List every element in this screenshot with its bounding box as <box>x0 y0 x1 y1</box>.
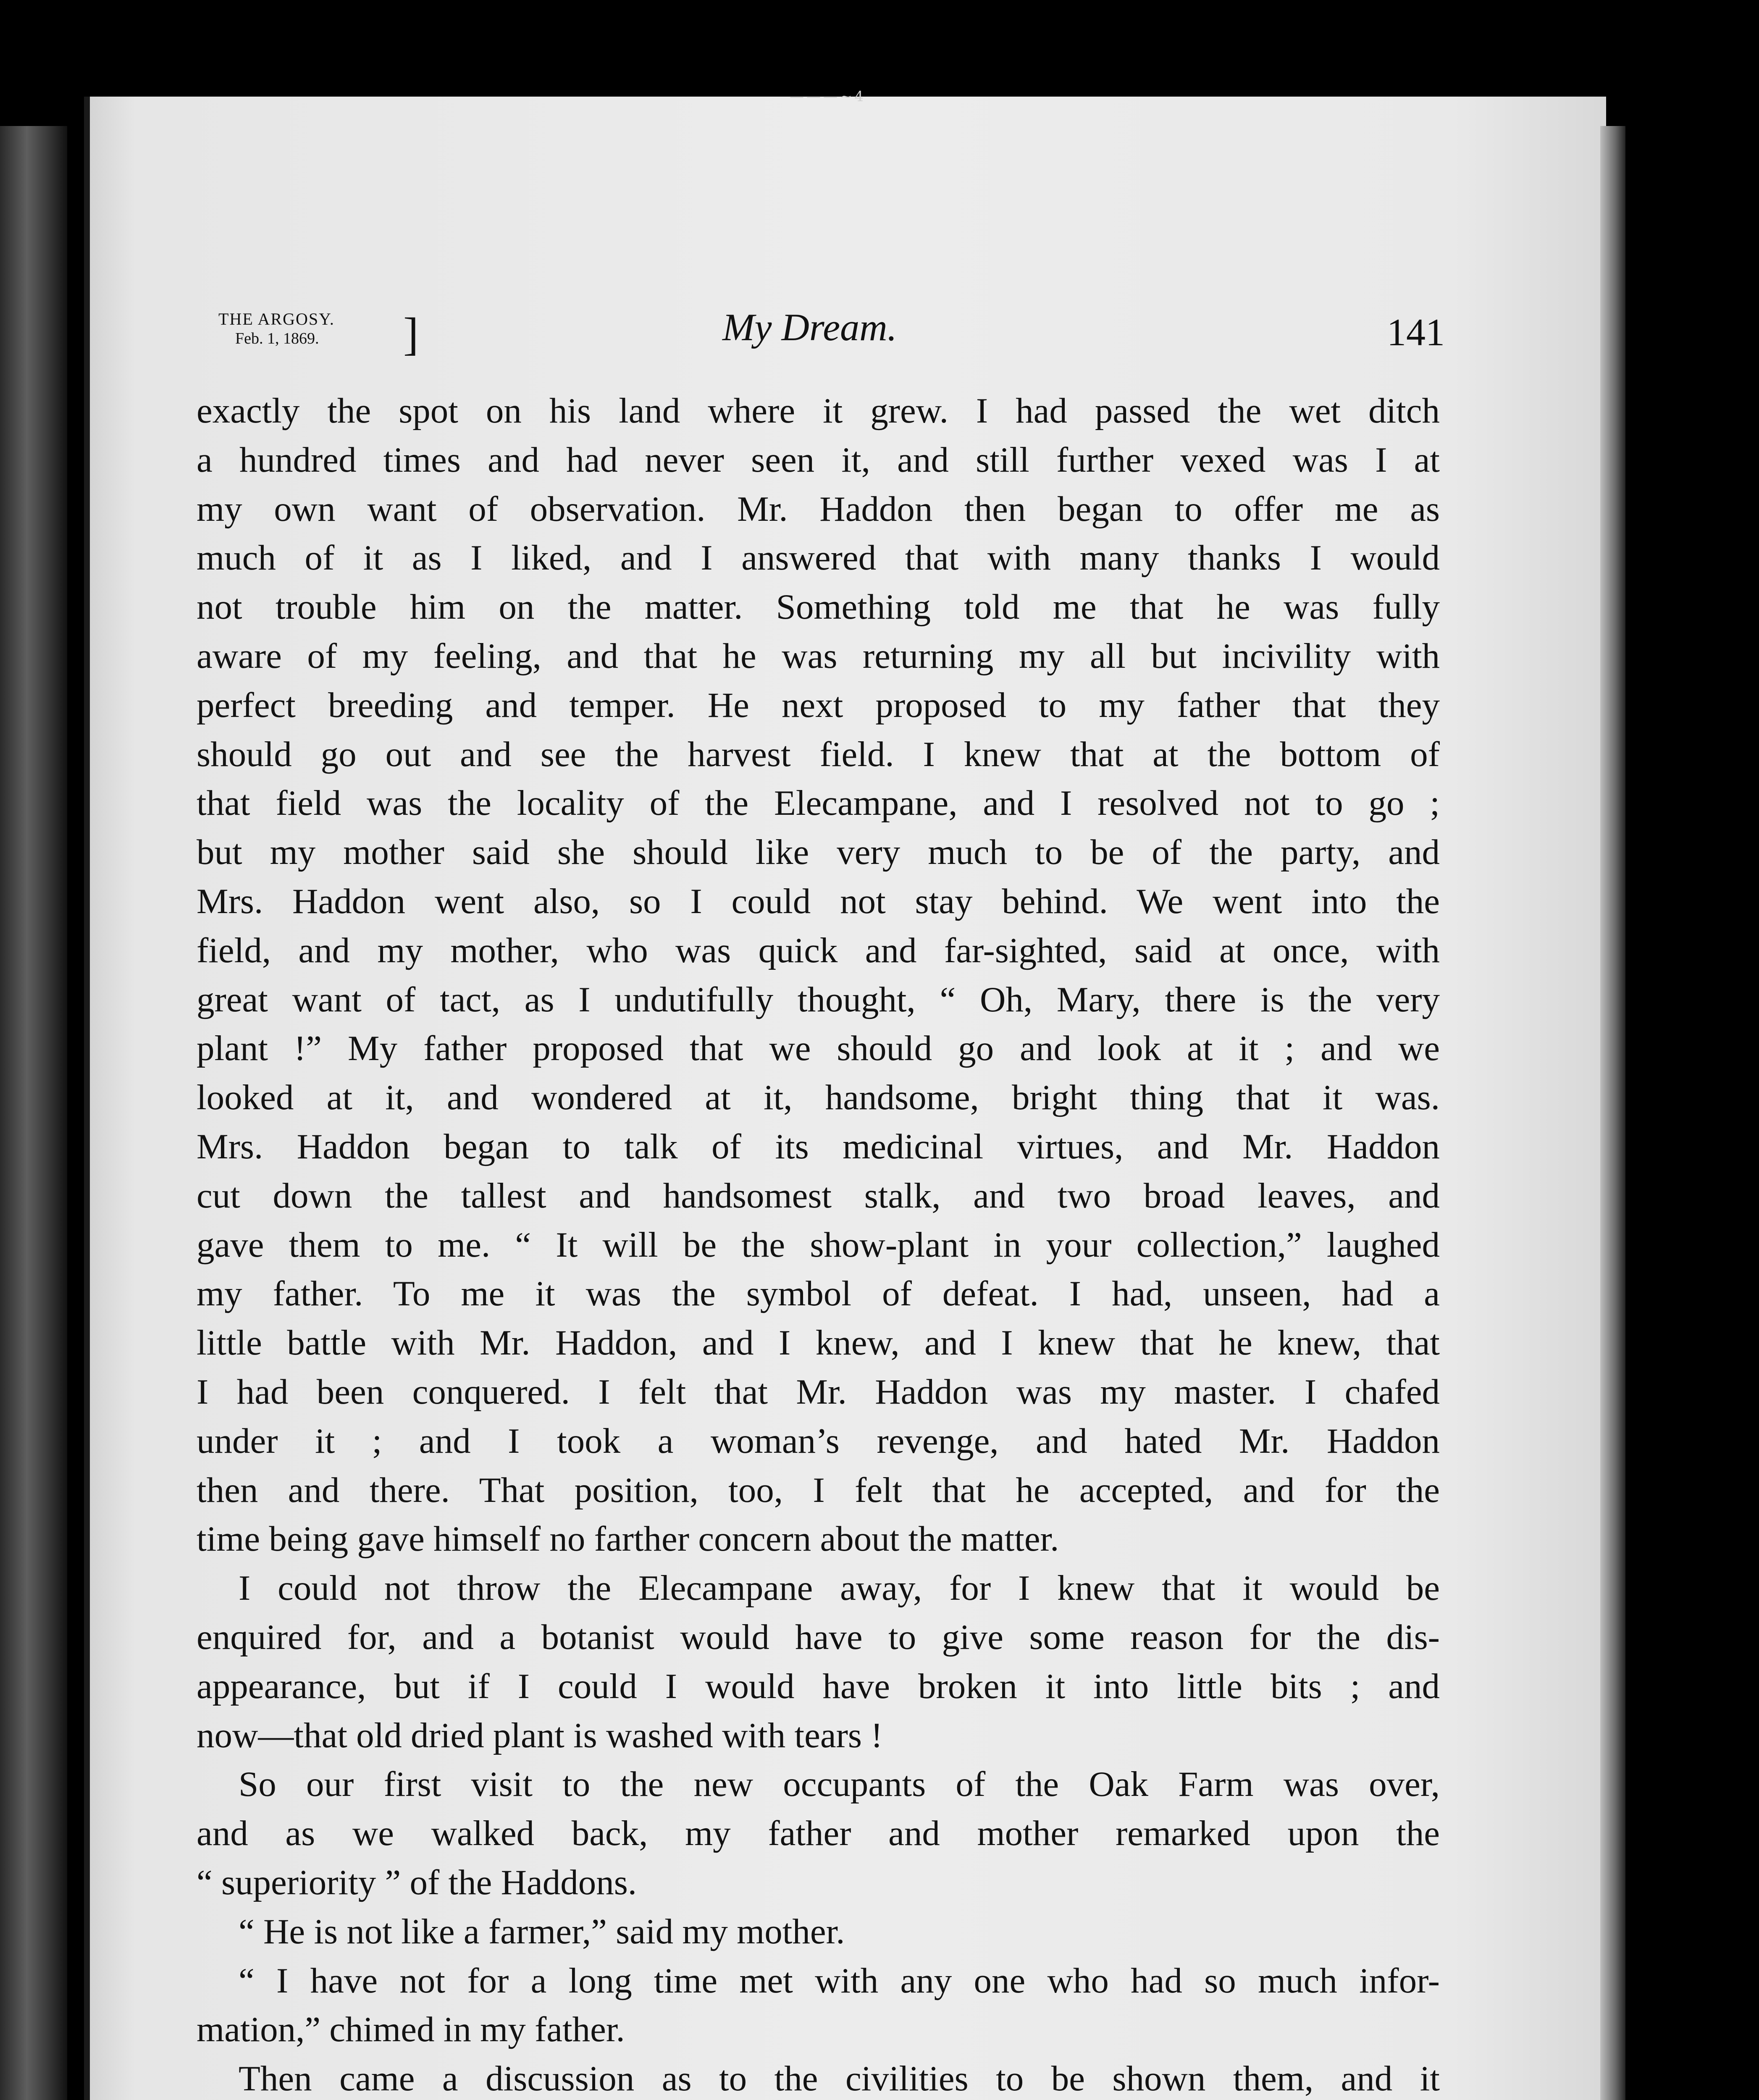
text-line: gave them to me. “ It will be the show-plant in your collection,” laughed <box>197 1225 1440 1265</box>
page-number: 141 <box>1387 311 1445 354</box>
text-line: exactly the spot on his land where it grew. I had passed the wet ditch <box>197 391 1440 430</box>
body-text <box>197 386 1440 2100</box>
left-page-edge <box>0 126 67 2100</box>
text-line: “ I have not for a long time met with any one who had so much infor- <box>239 1961 1440 2000</box>
text-line: Then came a discussion as to the civilities to be shown them, and it <box>239 2059 1440 2099</box>
journal-date: Feb. 1, 1869. <box>235 330 319 347</box>
text-line: mation,” chimed in my father. <box>197 2010 625 2050</box>
journal-name: THE ARGOSY. <box>218 310 335 328</box>
text-line: plant !” My father proposed that we should go and look at it ; and we <box>197 1029 1440 1068</box>
text-line: a hundred times and had never seen it, and still further vexed was I at <box>197 440 1440 480</box>
text-line: aware of my feeling, and that he was returning my all but incivility with <box>197 636 1440 676</box>
text-line: I had been conquered. I felt that Mr. Haddon was my master. I chafed <box>197 1372 1440 1412</box>
running-head <box>218 302 1445 361</box>
text-line: and as we walked back, my father and mother remarked upon the <box>197 1814 1440 1853</box>
text-line: my father. To me it was the symbol of defeat. I had, unseen, had a <box>197 1274 1440 1314</box>
text-line: then and there. That position, too, I felt that he accepted, and for the <box>197 1470 1440 1510</box>
text-line: “ He is not like a farmer,” said my mother. <box>239 1911 845 1951</box>
text-line: Mrs. Haddon began to talk of its medicinal virtues, and Mr. Haddon <box>197 1126 1440 1166</box>
text-line: I could not throw the Elecampane away, for I knew that it would be <box>239 1568 1440 1608</box>
right-page-edge <box>1600 126 1625 2100</box>
text-line: not trouble him on the matter. Something told me that he was fully <box>197 587 1440 627</box>
text-line: under it ; and I took a woman’s revenge, and hated Mr. Haddon <box>197 1421 1440 1461</box>
text-line: “ superiority ” of the Haddons. <box>197 1862 637 1902</box>
text-line: Mrs. Haddon went also, so I could not stay behind. We went into the <box>197 881 1440 921</box>
text-line: time being gave himself no farther concern about the matter. <box>197 1519 1059 1559</box>
text-line: appearance, but if I could I would have broken it into little bits ; and <box>197 1666 1440 1706</box>
text-line: little battle with Mr. Haddon, and I knew, and I knew that he knew, that <box>197 1323 1440 1363</box>
bracket-glyph: ] <box>403 308 419 360</box>
text-line: now—that old dried plant is washed with tears ! <box>197 1715 883 1755</box>
text-line: perfect breeding and temper. He next proposed to my father that they <box>197 685 1440 725</box>
text-line: my own want of observation. Mr. Haddon then began to offer me as <box>197 489 1440 529</box>
running-title: My Dream. <box>722 306 897 349</box>
pencil-mark: ———~4 <box>790 88 866 105</box>
text-line: field, and my mother, who was quick and far-sighted, said at once, with <box>197 930 1440 970</box>
text-line: enquired for, and a botanist would have to give some reason for the dis- <box>197 1617 1440 1657</box>
journal-citation <box>218 308 419 360</box>
text-line: So our first visit to the new occupants of the Oak Farm was over, <box>239 1764 1440 1804</box>
text-line: but my mother said she should like very much to be of the party, and <box>197 832 1440 872</box>
text-line: cut down the tallest and handsomest stalk, and two broad leaves, and <box>197 1176 1440 1215</box>
text-line: great want of tact, as I undutifully thought, “ Oh, Mary, there is the very <box>197 979 1440 1019</box>
text-line: that field was the locality of the Elecampane, and I resolved not to go ; <box>197 783 1440 823</box>
text-line: should go out and see the harvest field. I knew that at the bottom of <box>197 734 1440 774</box>
text-line: looked at it, and wondered at it, handsome, bright thing that it was. <box>197 1078 1440 1118</box>
text-line: much of it as I liked, and I answered that with many thanks I would <box>197 538 1440 578</box>
